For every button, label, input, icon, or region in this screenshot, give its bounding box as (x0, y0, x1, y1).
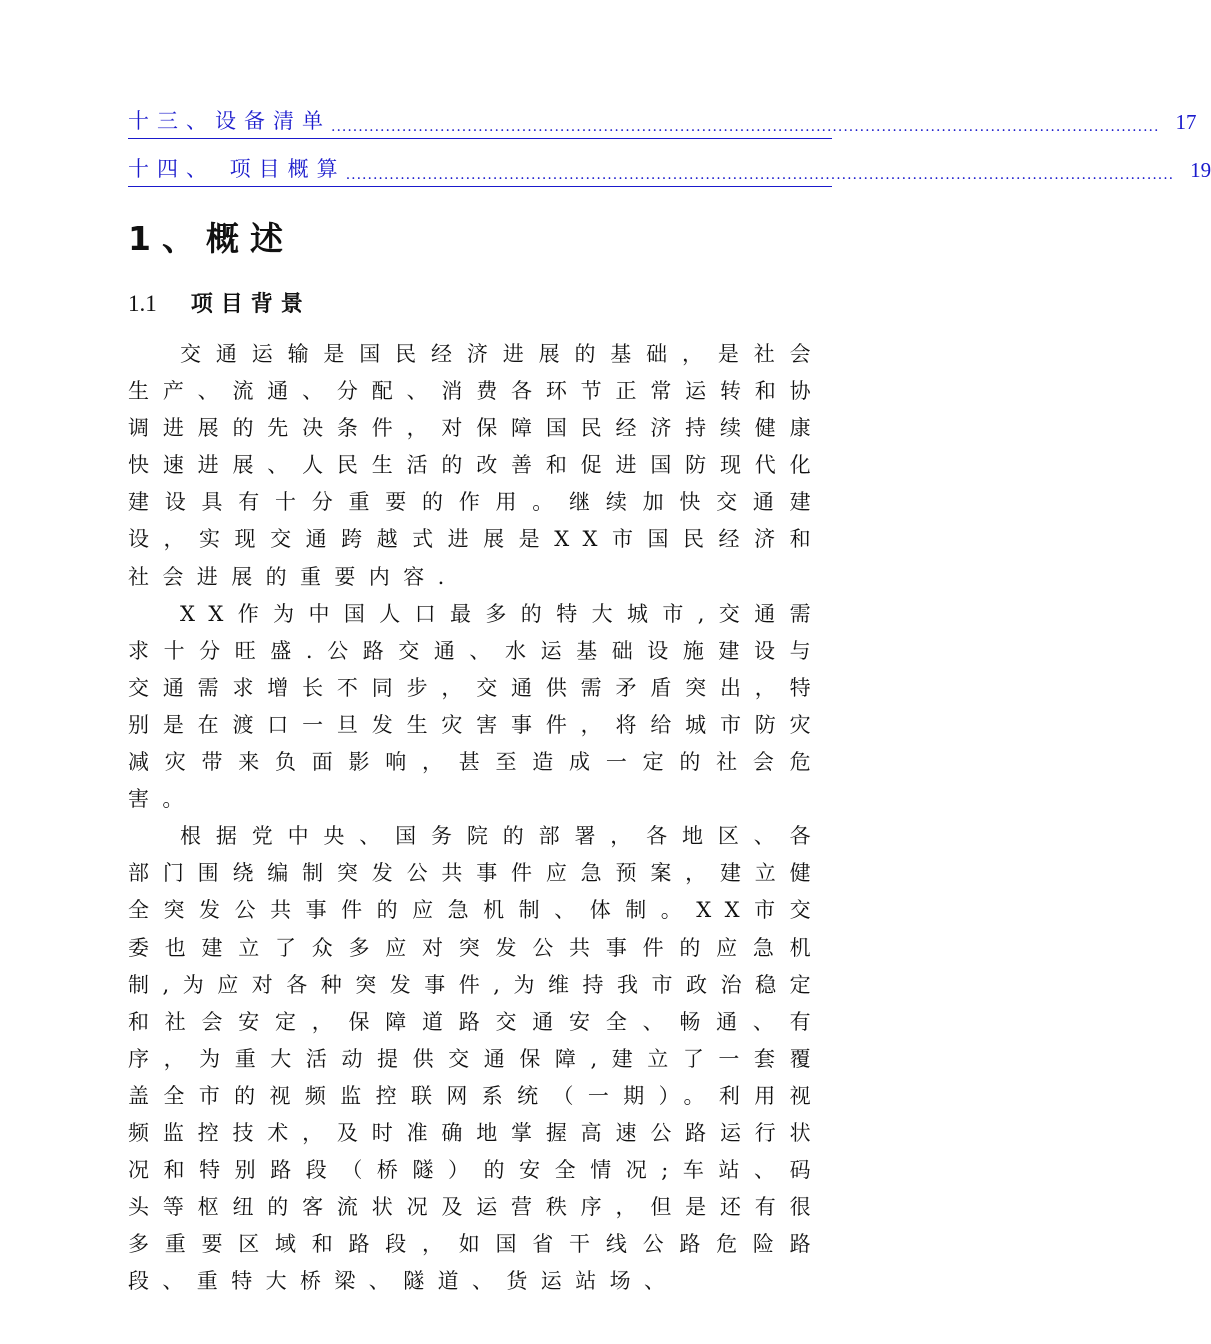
toc-leader-dots: ........................................................................................................................................................ (331, 119, 1160, 135)
subsection-heading (128, 286, 311, 322)
paragraph: XX作为中国人口最多的特大城市,交通需求十分旺盛.公路交通、水运基础设施建设与交通需求增长不同步，交通供需矛盾突出，特别是在渡口一旦发生灾害事件，将给城市防灾减灾带来负面影响，甚至造成一定的社会危害。 (128, 601, 824, 812)
toc-entry-13[interactable] (128, 108, 1197, 139)
subsection-number: 1.1 (128, 291, 157, 316)
body-text (128, 336, 824, 1300)
toc-entry-14[interactable] (128, 156, 1211, 187)
paragraph: 根据党中央、国务院的部署，各地区、各部门围绕编制突发公共事件应急预案，建立健全突发公共事件的应急机制、体制。XX市交委也建立了众多应对突发公共事件的应急机制,为应对各种突发事件,为维持我市政治稳定和社会安定，保障道路交通安全、畅通、有序，为重大活动提供交通保障,建立了一套覆盖全市的视频监控联网系统（一期）。利用视频监控技术，及时准确地掌握高速公路运行状况和特别路段（桥隧）的安全情况;车站、码头等枢纽的客流状况及运营秩序，但是还有很多重要区域和路段，如国省干线公路危险路段、重特大桥梁、隧道、货运站场、 (128, 824, 824, 1294)
section-heading: 1、概述 (128, 219, 294, 258)
subsection-title: 项目背景 (190, 291, 311, 317)
toc-page-number: 19 (1190, 158, 1211, 182)
toc-page-number: 17 (1175, 110, 1197, 134)
paragraph: 交通运输是国民经济进展的基础，是社会生产、流通、分配、消费各环节正常运转和协调进展的先决条件，对保障国民经济持续健康快速进展、人民生活的改善和促进国防现代化建设具有十分重要的作用。继续加快交通建设，实现交通跨越式进展是XX市国民经济和社会进展的重要内容. (128, 342, 824, 589)
toc-leader-dots: ........................................................................................................................................................ (345, 167, 1175, 183)
toc-entry-label: 十三、设备清单 (128, 109, 331, 133)
toc-entry-label: 十四、 项目概算 (128, 157, 346, 181)
